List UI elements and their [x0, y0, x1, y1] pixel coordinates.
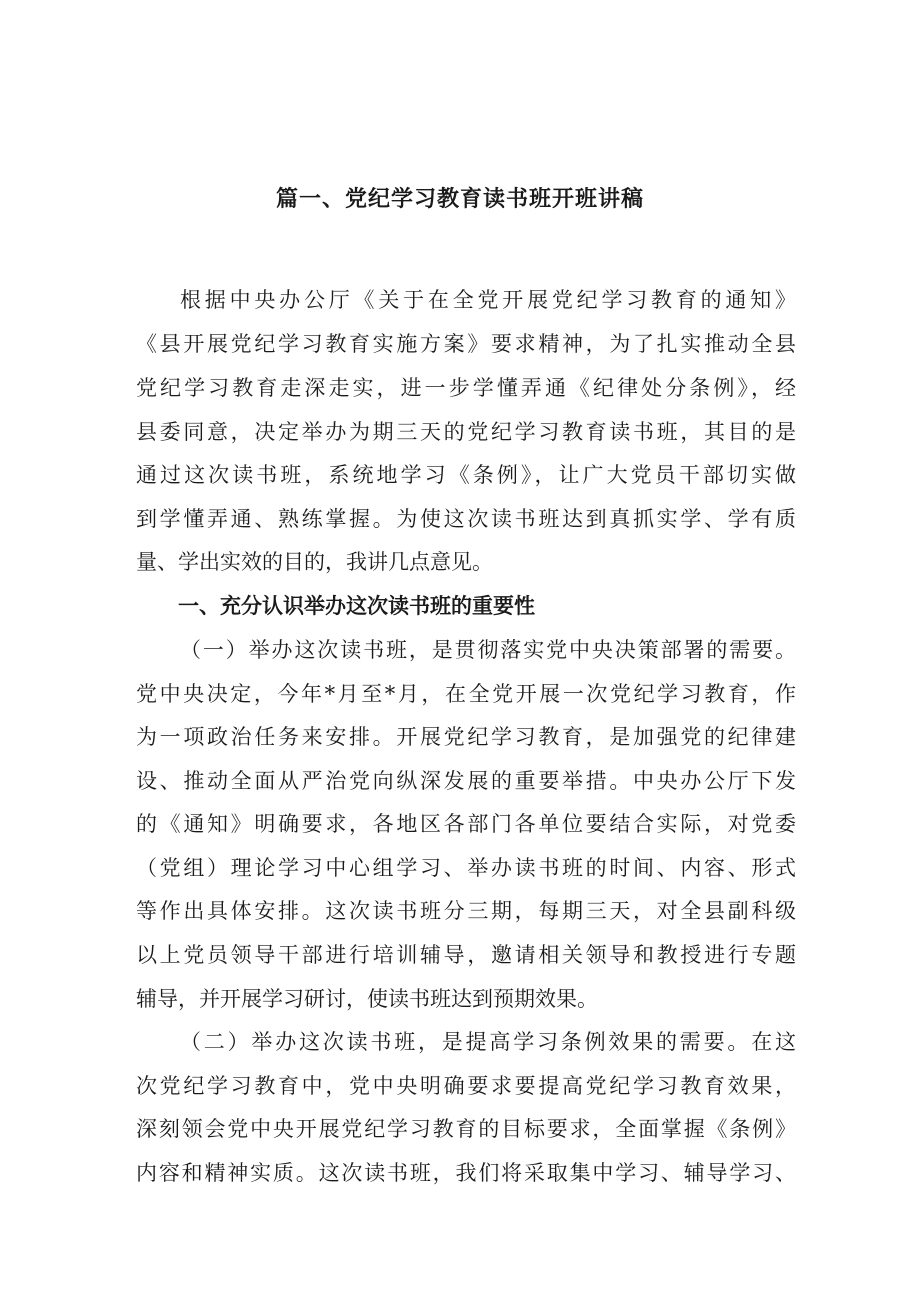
paragraph-line: 深刻领会党中央开展党纪学习教育的目标要求，全面掌握《条例》 — [136, 1117, 796, 1141]
paragraph-line: 内容和精神实质。这次读书班，我们将采取集中学习、辅导学习、 — [136, 1161, 796, 1185]
section-heading: 一、充分认识举办这次读书班的重要性 — [178, 594, 535, 618]
intro-line: 县委同意，决定举办为期三天的党纪学习教育读书班，其目的是 — [136, 420, 796, 444]
paragraph-line: 的《通知》明确要求，各地区各部门各单位要结合实际，对党委 — [136, 812, 796, 836]
paragraph-line: （党组）理论学习中心组学习、举办读书班的时间、内容、形式 — [136, 856, 796, 880]
paragraph-line: （一）举办这次读书班，是贯彻落实党中央决策部署的需要。 — [180, 638, 796, 662]
intro-line: 党纪学习教育走深走实，进一步学懂弄通《纪律处分条例》，经 — [136, 376, 796, 400]
paragraph-line: 辅导，并开展学习研讨，使读书班达到预期效果。 — [136, 987, 598, 1011]
paragraph-line: 设、推动全面从严治党向纵深发展的重要举措。中央办公厅下发 — [136, 769, 796, 793]
intro-line: 通过这次读书班，系统地学习《条例》，让广大党员干部切实做 — [136, 463, 796, 487]
intro-line: 《县开展党纪学习教育实施方案》要求精神，为了扎实推动全县 — [136, 332, 796, 356]
paragraph-line: 等作出具体安排。这次读书班分三期，每期三天，对全县副科级 — [136, 899, 796, 923]
intro-line: 到学懂弄通、熟练掌握。为使这次读书班达到真抓实学、学有质 — [136, 507, 796, 531]
paragraph-line: 以上党员领导干部进行培训辅导，邀请相关领导和教授进行专题 — [136, 943, 796, 967]
intro-line: 根据中央办公厅《关于在全党开展党纪学习教育的通知》 — [180, 288, 796, 312]
paragraph-line: （二）举办这次读书班，是提高学习条例效果的需要。在这 — [180, 1030, 796, 1054]
paragraph-line: 为一项政治任务来安排。开展党纪学习教育，是加强党的纪律建 — [136, 725, 796, 749]
document-title: 篇一、党纪学习教育读书班开班讲稿 — [275, 187, 644, 212]
paragraph-line: 党中央决定，今年*月至*月，在全党开展一次党纪学习教育，作 — [136, 682, 796, 706]
paragraph-line: 次党纪学习教育中，党中央明确要求要提高党纪学习教育效果， — [136, 1074, 796, 1098]
intro-line: 量、学出实效的目的，我讲几点意见。 — [136, 550, 493, 574]
